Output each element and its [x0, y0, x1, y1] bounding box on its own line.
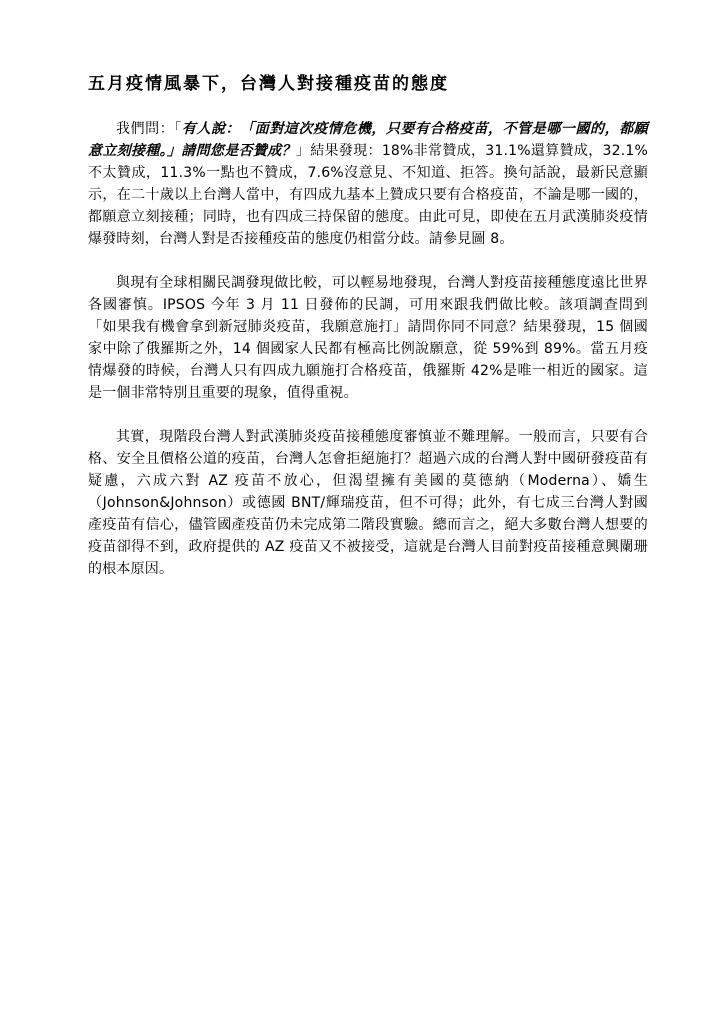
paragraph-global-comparison: 與現有全球相關民調發現做比較，可以輕易地發現，台灣人對疫苗接種態度遠比世界各國審慎。IPSOS 今年 3 月 11 日發佈的民調，可用來跟我們做比較。該項調查問到「如果我有機會拿到新冠肺炎疫苗，我願意施打」請問你同不同意？結果發現，15 個國家中除了俄羅斯之外，14 個國家人民都有極高比例說願意，從 59%到 89%。當五月疫情爆發的時候，台灣人只有四成九願施打合格疫苗，俄羅斯 42%是唯一相近的國家。這是一個非常特別且重要的現象，值得重視。	[88, 275, 648, 401]
paragraph-conclusion: 其實，現階段台灣人對武漢肺炎疫苗接種態度審慎並不難理解。一般而言，只要有合格、安全且價格公道的疫苗，台灣人怎會拒絕施打？超過六成的台灣人對中國研發疫苗有疑慮，六成六對 AZ 疫苗不放心，但渴望擁有美國的莫德納（Moderna）、嬌生（Johnson&Johnson）或德國 BNT/輝瑞疫苗，但不可得；此外，有七成三台灣人對國產疫苗有信心，儘管國產疫苗仍未完成第二階段實驗。總而言之，絕大多數台灣人想要的疫苗卻得不到，政府提供的 AZ 疫苗又不被接受，這就是台灣人目前對疫苗接種意興闌珊的根本原因。	[88, 429, 648, 577]
paragraph-text: 」結果發現：18%非常贊成，31.1%還算贊成，32.1%不太贊成，11.3%一點也不贊成，7.6%沒意見、不知道、拒答。換句話說，最新民意顯示，在二十歲以上台灣人當中，有四成九基本上贊成只要有合格疫苗，不論是哪一國的，都願意立刻接種；同時，也有四成三持保留的態度。由此可見，即使在五月武漢肺炎疫情爆發時刻，台灣人對是否接種疫苗的態度仍相當分歧。請參見圖 8。	[88, 143, 648, 247]
paragraph-survey-result	[88, 118, 648, 250]
document-title: 五月疫情風暴下，台灣人對接種疫苗的態度	[88, 74, 449, 94]
document-body	[88, 118, 648, 602]
survey-question-quote: 有人說：「面對這次疫情危機，只要有合格疫苗，不管是哪一國的，都願意立刻接種。」請問您是否贊成？	[88, 121, 648, 159]
paragraph-lead: 我們問：「	[116, 121, 182, 137]
